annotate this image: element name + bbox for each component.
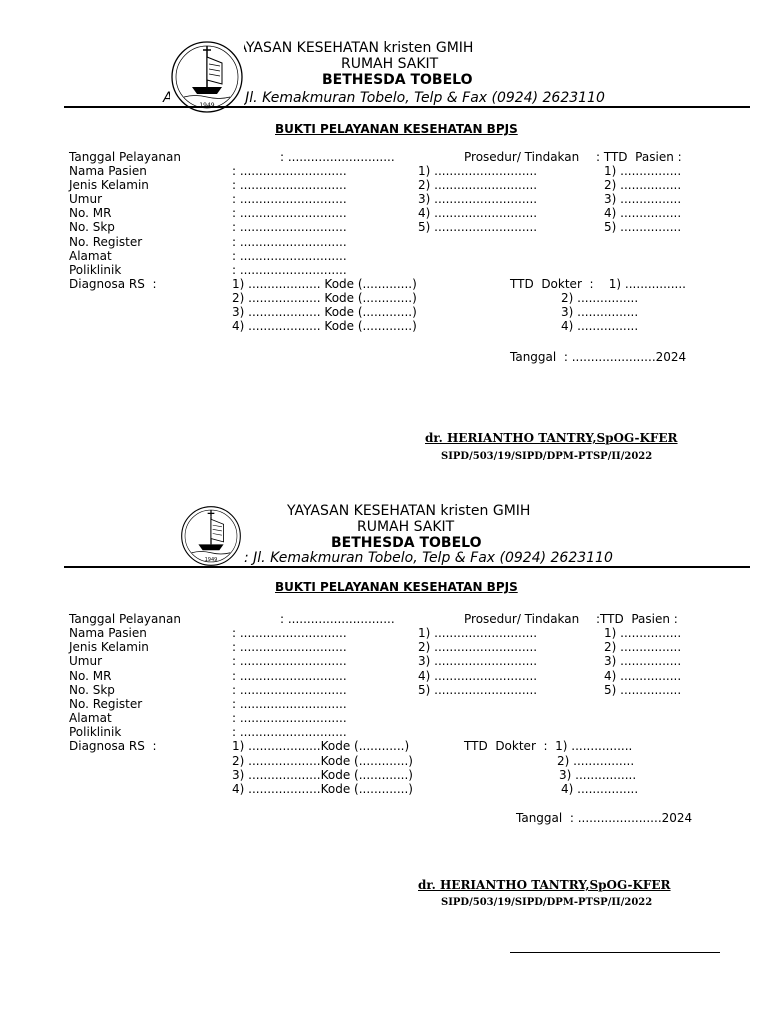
diagnosa-item: 4) ...................Kode (.............) [232, 782, 413, 796]
label-poliklinik: Poliklinik [69, 725, 122, 739]
prosedur-header: Prosedur/ Tindakan [464, 612, 580, 626]
ttd-pasien-item: 2) ................ [604, 640, 682, 654]
form-title: BUKTI PELAYANAN KESEHATAN BPJS [275, 122, 518, 136]
doctor-name: dr. HERIANTHO TANTRY,SpOG-KFER [425, 431, 678, 445]
doctor-license: SIPD/503/19/SIPD/DPM-PTSP/II/2022 [441, 451, 653, 462]
label-nama-pasien: Nama Pasien [69, 164, 147, 178]
label-tanggal-pelayanan: Tanggal Pelayanan [69, 612, 181, 626]
signature-line [510, 952, 720, 953]
hospital-logo [170, 40, 244, 114]
prosedur-item: 1) ........................... [418, 164, 538, 178]
dots-alamat: : ............................ [232, 711, 347, 725]
label-jenis-kelamin: Jenis Kelamin [69, 178, 149, 192]
ttd-dokter-item: 3) ................ [559, 768, 637, 782]
tanggal-line: Tanggal : ......................2024 [510, 350, 687, 364]
label-alamat: Alamat [69, 249, 112, 263]
ttd-pasien-item: 4) ................ [604, 206, 682, 220]
diagnosa-item: 1) ................... Kode (.............) [232, 277, 417, 291]
label-umur: Umur [69, 654, 103, 668]
hospital-address: : Jl. Kemakmuran Tobelo, Telp & Fax (0924) 2623110 [244, 550, 613, 566]
prosedur-item: 4) ........................... [418, 206, 538, 220]
address-prefix: A [163, 90, 173, 106]
ttd-dokter-item: 2) ................ [561, 291, 639, 305]
ttd-dokter-item: 4) ................ [561, 782, 639, 796]
ttd-pasien-item: 1) ................ [604, 626, 682, 640]
label-jenis-kelamin: Jenis Kelamin [69, 640, 149, 654]
ttd-pasien-item: 3) ................ [604, 654, 682, 668]
dots-alamat: : ............................ [232, 249, 347, 263]
label-no-register: No. Register [69, 235, 143, 249]
label-no-mr: No. MR [69, 206, 112, 220]
diagnosa-item: 4) ................... Kode (.............) [232, 319, 417, 333]
dots-no-mr: : ............................ [232, 206, 347, 220]
hospital-name: BETHESDA TOBELO [331, 535, 482, 551]
prosedur-item: 2) ........................... [418, 640, 538, 654]
dots-jenis-kelamin: : ............................ [232, 640, 347, 654]
ttd-dokter-label: TTD Dokter : 1) ................ [464, 739, 633, 753]
ttd-pasien-header: : TTD Pasien : [596, 150, 682, 164]
dots-no-mr: : ............................ [232, 669, 347, 683]
dots-no-register: : ............................ [232, 235, 347, 249]
label-diagnosa: Diagnosa RS : [69, 739, 157, 753]
dots-umur: : ............................ [232, 192, 347, 206]
org-name: YAYASAN KESEHATAN kristen GMIH [230, 40, 474, 56]
prosedur-item: 5) ........................... [418, 683, 538, 697]
dots-nama-pasien: : ............................ [232, 626, 347, 640]
ttd-pasien-item: 1) ................ [604, 164, 682, 178]
hospital-name: BETHESDA TOBELO [322, 72, 473, 88]
dots-poliklinik: : ............................ [232, 263, 347, 277]
prosedur-item: 4) ........................... [418, 669, 538, 683]
hospital-label: RUMAH SAKIT [341, 56, 439, 72]
logo-year: 1949 [199, 102, 215, 109]
tanggal-line: Tanggal : ......................2024 [516, 811, 693, 825]
hospital-address: : Jl. Kemakmuran Tobelo, Telp & Fax (0924) 2623110 [236, 90, 605, 106]
label-tanggal-pelayanan: Tanggal Pelayanan [69, 150, 181, 164]
form-title: BUKTI PELAYANAN KESEHATAN BPJS [275, 580, 518, 594]
ttd-pasien-item: 5) ................ [604, 683, 682, 697]
label-no-mr: No. MR [69, 669, 112, 683]
diagnosa-item: 3) ...................Kode (.............) [232, 768, 413, 782]
header-rule [64, 106, 750, 108]
org-name: YAYASAN KESEHATAN kristen GMIH [287, 503, 531, 519]
prosedur-header: Prosedur/ Tindakan [464, 150, 580, 164]
ttd-dokter-label: TTD Dokter : 1) ................ [510, 277, 686, 291]
prosedur-item: 3) ........................... [418, 192, 538, 206]
ttd-pasien-item: 3) ................ [604, 192, 682, 206]
dots-nama-pasien: : ............................ [232, 164, 347, 178]
dots-tanggal-pelayanan: : ............................ [280, 150, 395, 164]
diagnosa-item: 1) ...................Kode (............) [232, 739, 410, 753]
dots-jenis-kelamin: : ............................ [232, 178, 347, 192]
dots-poliklinik: : ............................ [232, 725, 347, 739]
dots-no-skp: : ............................ [232, 683, 347, 697]
dots-umur: : ............................ [232, 654, 347, 668]
label-nama-pasien: Nama Pasien [69, 626, 147, 640]
header-rule [64, 566, 750, 568]
prosedur-item: 3) ........................... [418, 654, 538, 668]
ttd-dokter-item: 4) ................ [561, 319, 639, 333]
label-no-skp: No. Skp [69, 220, 115, 234]
doctor-name: dr. HERIANTHO TANTRY,SpOG-KFER [418, 878, 671, 892]
label-umur: Umur [69, 192, 103, 206]
prosedur-item: 2) ........................... [418, 178, 538, 192]
label-diagnosa: Diagnosa RS : [69, 277, 157, 291]
label-poliklinik: Poliklinik [69, 263, 122, 277]
diagnosa-item: 3) ................... Kode (.............) [232, 305, 417, 319]
diagnosa-item: 2) ................... Kode (.............) [232, 291, 417, 305]
logo-year: 1949 [204, 557, 218, 564]
ttd-dokter-item: 3) ................ [561, 305, 639, 319]
ttd-pasien-header: :TTD Pasien : [596, 612, 678, 626]
ttd-pasien-item: 2) ................ [604, 178, 682, 192]
dots-tanggal-pelayanan: : ............................ [280, 612, 395, 626]
prosedur-item: 5) ........................... [418, 220, 538, 234]
ttd-pasien-item: 5) ................ [604, 220, 682, 234]
doctor-license: SIPD/503/19/SIPD/DPM-PTSP/II/2022 [441, 897, 653, 908]
prosedur-item: 1) ........................... [418, 626, 538, 640]
label-no-register: No. Register [69, 697, 143, 711]
label-alamat: Alamat [69, 711, 112, 725]
ttd-pasien-item: 4) ................ [604, 669, 682, 683]
hospital-label: RUMAH SAKIT [357, 519, 455, 535]
hospital-logo [180, 505, 242, 567]
dots-no-register: : ............................ [232, 697, 347, 711]
diagnosa-item: 2) ...................Kode (.............) [232, 754, 413, 768]
ttd-dokter-item: 2) ................ [557, 754, 635, 768]
dots-no-skp: : ............................ [232, 220, 347, 234]
label-no-skp: No. Skp [69, 683, 115, 697]
